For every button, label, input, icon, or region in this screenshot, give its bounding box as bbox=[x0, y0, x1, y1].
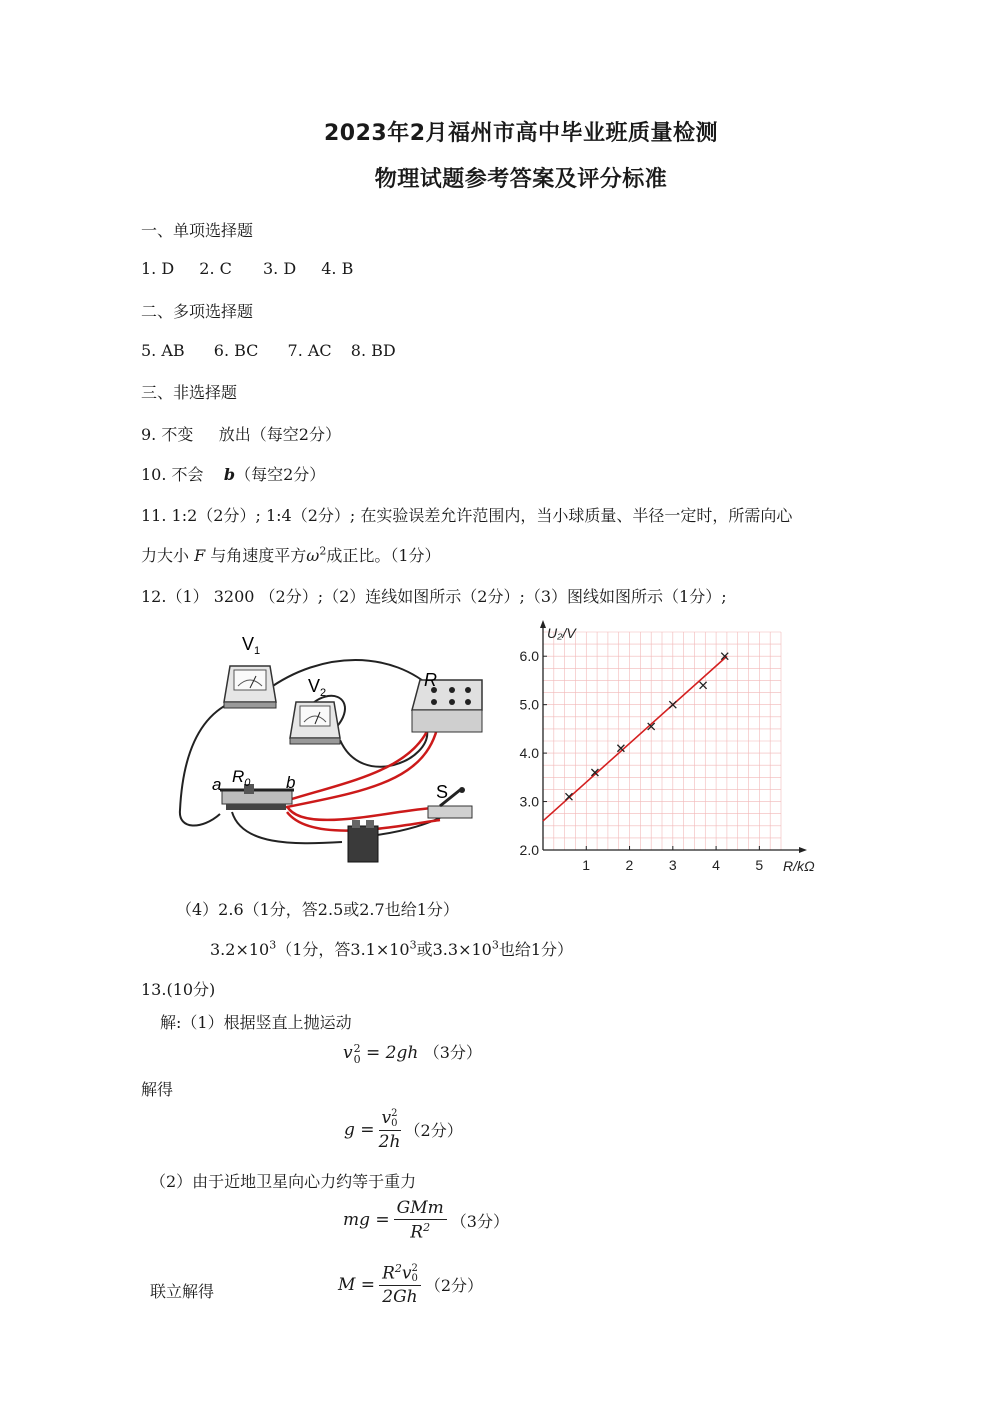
eq1-v: v bbox=[343, 1043, 353, 1063]
wire-a-battery bbox=[232, 812, 342, 843]
label-v1: $V_1$ bbox=[242, 634, 261, 657]
section3-heading: 三、非选择题 bbox=[141, 383, 238, 402]
answer-3: 3. D bbox=[262, 259, 297, 278]
eq4-lhs: M = bbox=[338, 1274, 376, 1295]
q13-jiede: 解得 bbox=[141, 1080, 174, 1099]
q11-var-f: F bbox=[194, 546, 206, 565]
q11-text-b: 与角速度平方 bbox=[205, 546, 307, 565]
q13-step1: 解:（1）根据竖直上抛运动 bbox=[160, 1013, 352, 1032]
answer-7: 7. AC bbox=[287, 341, 332, 360]
eq1-rhs: = 2gh bbox=[360, 1043, 419, 1063]
question-9: 9. 不变 放出（每空2分） bbox=[141, 425, 341, 444]
question-12: 12.（1） 3200 （2分）;（2）连线如图所示（2分）;（3）图线如图所示（1分）; bbox=[141, 587, 727, 606]
x-tick-label: 2 bbox=[625, 857, 634, 873]
y-tick-label: 5.0 bbox=[519, 696, 539, 713]
y-tick-label: 2.0 bbox=[519, 842, 539, 858]
q10-prefix: 10. 不会 bbox=[141, 465, 224, 484]
x-tick-label: 3 bbox=[668, 857, 677, 873]
q12-4-a: 3.2×10 bbox=[210, 940, 270, 959]
label-r0: $R_0$ bbox=[232, 767, 251, 789]
eq4-score: （2分） bbox=[424, 1276, 484, 1296]
eq4-num-v: v bbox=[401, 1263, 412, 1284]
x-tick-label: 1 bbox=[582, 857, 591, 873]
label-s: S bbox=[436, 782, 449, 802]
label-a: a bbox=[212, 775, 222, 794]
q10-suffix: （每空2分） bbox=[235, 465, 326, 484]
eq4-fraction bbox=[379, 1262, 421, 1307]
section2-answers bbox=[141, 341, 410, 360]
answer-4: 4. B bbox=[321, 259, 354, 278]
answer-1: 1. D bbox=[141, 259, 175, 278]
y-axis-arrow bbox=[540, 620, 546, 628]
eq2-num-v: v bbox=[381, 1108, 392, 1128]
switch-s bbox=[428, 787, 472, 818]
wire-v1-r bbox=[267, 660, 434, 690]
q12-4-sup3: 3 bbox=[491, 938, 499, 952]
y-axis-label: U₂/V bbox=[547, 625, 576, 641]
q11-text-a: 力大小 bbox=[141, 546, 195, 565]
eq4-num-sup: 2 bbox=[394, 1262, 402, 1275]
question-12-4-line1: （4）2.6（1分，答2.5或2.7也给1分） bbox=[176, 900, 459, 919]
y-tick-label: 6.0 bbox=[519, 648, 539, 665]
section2-heading: 二、多项选择题 bbox=[141, 302, 254, 321]
eq1-sup: 2 bbox=[353, 1041, 361, 1055]
question-10 bbox=[141, 462, 325, 485]
eq3-score: （3分） bbox=[450, 1211, 509, 1231]
eq3-num: GMm bbox=[394, 1198, 447, 1220]
q12-4-sup1: 3 bbox=[269, 938, 277, 952]
u2-r-chart bbox=[505, 618, 825, 880]
question-11-line2 bbox=[141, 543, 441, 566]
x-tick-label: 4 bbox=[712, 857, 720, 873]
eq2-sub: 0 bbox=[391, 1117, 398, 1129]
rheostat-r0 bbox=[220, 784, 294, 810]
question-12-4-line2 bbox=[210, 937, 573, 960]
eq3-fraction bbox=[394, 1198, 447, 1243]
q13-equation-2 bbox=[344, 1108, 463, 1152]
q13-lianli: 联立解得 bbox=[150, 1282, 215, 1301]
section1-answers bbox=[141, 259, 367, 278]
data-point bbox=[565, 793, 572, 800]
eq4-vsub: 0 bbox=[411, 1273, 418, 1285]
wire-red-3 bbox=[287, 806, 434, 820]
voltmeter-v2 bbox=[290, 702, 340, 744]
q12-4-d: 也给1分） bbox=[498, 940, 574, 959]
battery bbox=[348, 820, 378, 862]
eq3-den-sup: 2 bbox=[423, 1221, 431, 1234]
eq1-score: （3分） bbox=[423, 1043, 482, 1062]
q11-text-c: 成正比。（1分） bbox=[326, 546, 441, 565]
q11-sup: 2 bbox=[319, 544, 327, 558]
page-title: 2023年2月福州市高中毕业班质量检测 bbox=[323, 121, 719, 146]
q13-equation-1 bbox=[343, 1040, 482, 1065]
eq2-den: 2h bbox=[378, 1131, 401, 1152]
wire-v1-a bbox=[180, 702, 232, 826]
q12-4-sup2: 3 bbox=[409, 938, 417, 952]
q13-equation-4 bbox=[338, 1262, 483, 1307]
voltmeter-v1 bbox=[224, 666, 276, 708]
q12-4-c: 或3.3×10 bbox=[416, 940, 492, 959]
answer-2: 2. C bbox=[199, 259, 232, 278]
x-axis-label: R/kΩ bbox=[783, 858, 815, 874]
resistance-box bbox=[412, 680, 482, 732]
answer-8: 8. BD bbox=[350, 341, 396, 360]
fit-line bbox=[543, 656, 727, 821]
q13-step2: （2）由于近地卫星向心力约等于重力 bbox=[150, 1172, 417, 1191]
label-b: b bbox=[286, 773, 296, 792]
q12-4-b: （1分，答3.1×10 bbox=[276, 940, 410, 959]
answer-5: 5. AB bbox=[141, 341, 185, 360]
eq3-lhs: mg = bbox=[343, 1210, 390, 1231]
y-tick-label: 4.0 bbox=[519, 745, 539, 762]
q11-omega: ω bbox=[306, 546, 320, 565]
circuit-diagram bbox=[172, 630, 502, 880]
page-subtitle: 物理试题参考答案及评分标准 bbox=[374, 167, 668, 192]
question-11-line1: 11. 1:2（2分）; 1:4（2分）; 在实验误差允许范围内，当小球质量、半径一定时，所需向心 bbox=[141, 506, 793, 525]
eq2-sup: 2 bbox=[391, 1107, 398, 1119]
x-axis-arrow bbox=[799, 847, 807, 853]
question-13-heading: 13.(10分) bbox=[141, 980, 216, 999]
q10-var: b bbox=[223, 465, 236, 484]
eq4-vsup: 2 bbox=[411, 1263, 418, 1275]
answer-6: 6. BC bbox=[213, 341, 259, 360]
eq1-sub: 0 bbox=[353, 1052, 361, 1066]
eq3-den-r: R bbox=[410, 1222, 424, 1243]
eq4-den: 2Gh bbox=[382, 1287, 418, 1308]
label-r: R bbox=[424, 670, 437, 690]
eq4-num-r: R bbox=[382, 1263, 395, 1284]
eq2-lhs: g = bbox=[344, 1119, 375, 1140]
label-v2: $V_2$ bbox=[308, 676, 327, 699]
eq2-score: （2分） bbox=[404, 1121, 463, 1141]
eq2-fraction bbox=[379, 1108, 401, 1152]
q13-equation-3 bbox=[343, 1198, 509, 1243]
y-tick-label: 3.0 bbox=[519, 793, 539, 810]
x-tick-label: 5 bbox=[755, 857, 764, 873]
section1-heading: 一、单项选择题 bbox=[141, 221, 254, 240]
